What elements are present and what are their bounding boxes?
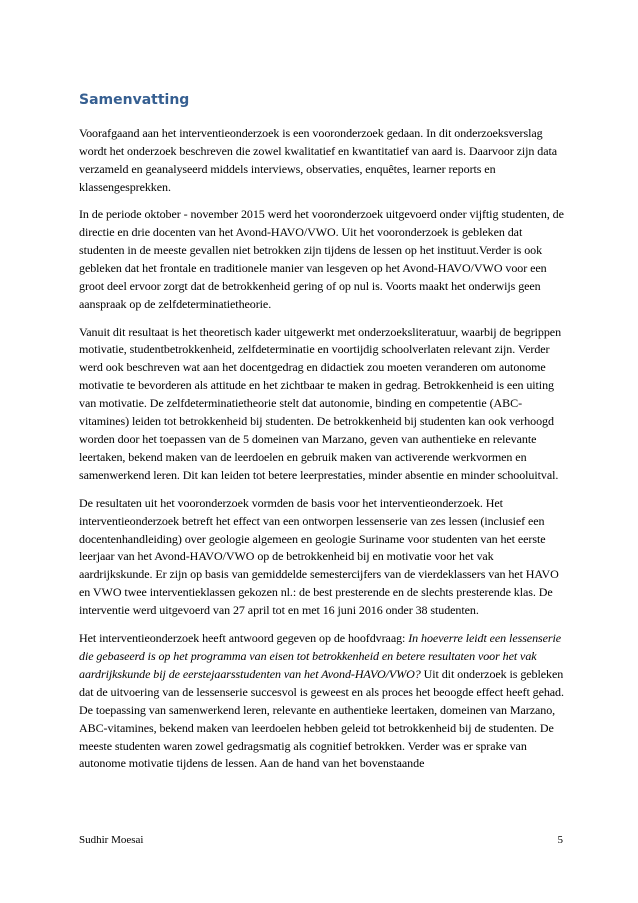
- text-run: Voorafgaand aan het interventieonderzoek is een vooronderzoek gedaan. In dit onderzoeksverslag wordt het onderzoek beschreven die zowel kwalitatief en kwantitatief van aard is. Daarvoor zijn data verzameld en geanalyseerd middels interviews, observaties, enquêtes, learner reports en klassengesprekken.: [79, 126, 558, 194]
- footer-page-number: 5: [557, 834, 563, 846]
- text-run: In de periode oktober - november 2015 werd het vooronderzoek uitgevoerd onder vijftig studenten, de directie en drie docenten van het Avond-HAVO/VWO. Uit het vooronderzoek is gebleken dat studenten in de meeste gevallen niet betrokken zijn tijdens de lessen op het instituut.Verder is ook gebleken dat het frontale en traditionele manier van lesgeven op het Avond-HAVO/VWO voor een groot deel ervoor zorgt dat de betrokkenheid gering of op nul is. Voorts maakt het onderwijs geen aanspraak op de zelfdeterminatietheorie.: [79, 207, 564, 312]
- text-run: De resultaten uit het vooronderzoek vormden de basis voor het interventieonderzoek. Het interventieonderzoek betreft het effect van een ontworpen lessenserie van zes lessen (inclusief een docentenhandleiding) over geologie algemeen en geologie Suriname voor studenten van het eerste leerjaar van het Avond-HAVO/VWO op de betrokkenheid bij en motivatie voor het vak aardrijkskunde. Er zijn op basis van gemiddelde semestercijfers van de vierdeklassers van het HAVO en VWO twee interventieklassen gekozen nl.: de best presterende en de slechts presterende klas. De interventie werd uitgevoerd van 27 april tot en met 16 juni 2016 onder 38 studenten.: [79, 495, 559, 618]
- section-heading: Samenvatting: [79, 92, 190, 108]
- paragraph-2: [79, 206, 565, 314]
- text-run: Het interventieonderzoek heeft antwoord gegeven op de hoofdvraag:: [79, 630, 409, 645]
- summary-body: [79, 125, 565, 783]
- paragraph-4: [79, 495, 565, 621]
- paragraph-3: [79, 324, 565, 486]
- text-run: Uit dit onderzoek is gebleken dat de uitvoering van de lessenserie succesvol is geweest en als proces het beoogde effect heeft gehad. De toepassing van samenwerkend leren, relevante en authentieke leertaken, domeinen van Marzano, ABC-vitamines, bekend maken van leerdoelen hebben geleid tot betrokkenheid bij de studenten. De meeste studenten waren zowel gedragsmatig als cognitief betrokken. Verder was er sprake van autonome motivatie tijdens de lessen. Aan de hand van het bovenstaande: [79, 666, 564, 771]
- text-run: Vanuit dit resultaat is het theoretisch kader uitgewerkt met onderzoeksliteratuur, waarbij de begrippen motivatie, studentbetrokkenheid, zelfdeterminatie en voortijdig schoolverlaten relevant zijn. Verder werd ook beschreven wat aan het docentgedrag en didactiek zou moeten veranderen om autonome motivatie te bevorderen als attitude en het zichtbaar te maken in gedrag. Betrokkenheid is een uiting van motivatie. De zelfdeterminatietheorie stelt dat autonomie, binding en competentie (ABC-vitamines) leiden tot betrokkenheid bij studenten. De betrokkenheid bij studenten kan ook verhoogd worden door het toepassen van de 5 domeinen van Marzano, geven van authentieke en relevante leertaken, bekend maken van de leerdoelen en gebruik maken van activerende werkvormen en samenwerkend leren. Dit kan leiden tot betere leerprestaties, minder absentie en minder schooluitval.: [79, 324, 562, 483]
- footer-author: Sudhir Moesai: [79, 834, 144, 846]
- paragraph-5: [79, 630, 565, 774]
- paragraph-1: [79, 125, 565, 197]
- italic-text-run: In hoeverre leidt een lessenserie die gebaseerd is op het programma van eisen tot betrokkenheid en betere resultaten voor het vak aardrijkskunde bij de eerstejaarsstudenten van het Avond-HAVO/VWO?: [79, 630, 562, 681]
